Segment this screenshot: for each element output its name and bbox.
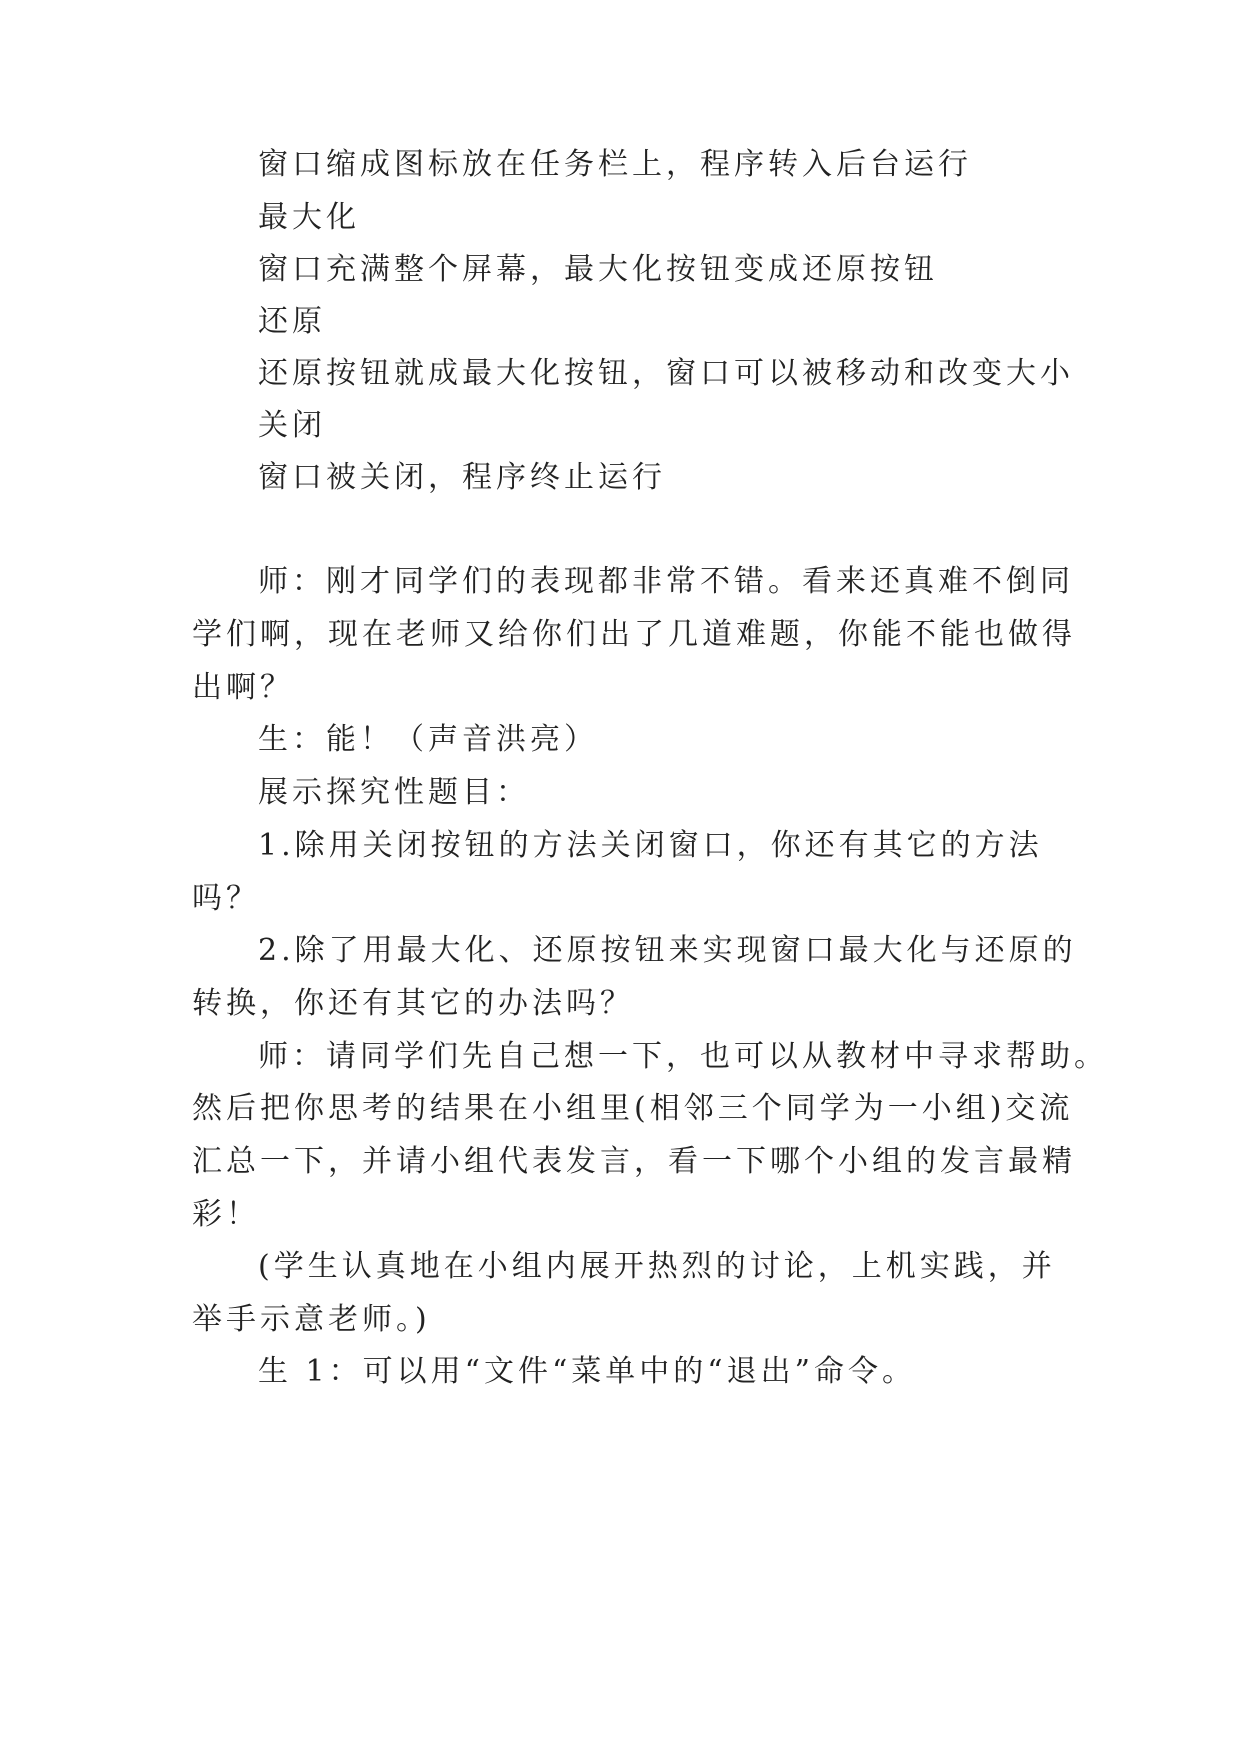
paragraph-line: 吗？: [192, 881, 260, 916]
table-line: 窗口充满整个屏幕，最大化按钮变成还原按钮: [258, 252, 938, 287]
paragraph-line: 学们啊，现在老师又给你们出了几道难题，你能不能也做得: [192, 617, 1076, 652]
table-line: 最大化: [258, 200, 360, 235]
paragraph-line: 出啊？: [192, 670, 294, 705]
paragraph-line: 转换，你还有其它的办法吗？: [192, 986, 634, 1021]
paragraph-line: 1.除用关闭按钮的方法关闭窗口，你还有其它的方法: [258, 828, 1043, 863]
table-line: 还原按钮就成最大化按钮，窗口可以被移动和改变大小: [258, 356, 1074, 391]
paragraph-line: 师：请同学们先自己想一下，也可以从教材中寻求帮助。: [258, 1039, 1108, 1074]
table-line: 窗口缩成图标放在任务栏上，程序转入后台运行: [258, 147, 972, 182]
paragraph-line: 举手示意老师。): [192, 1302, 431, 1337]
paragraph-line: (学生认真地在小组内展开热烈的讨论，上机实践，并: [258, 1249, 1056, 1284]
paragraph-line: 汇总一下，并请小组代表发言，看一下哪个小组的发言最精: [192, 1144, 1076, 1179]
paragraph-line: 然后把你思考的结果在小组里(相邻三个同学为一小组)交流: [192, 1091, 1074, 1126]
table-line: 关闭: [258, 408, 326, 443]
paragraph-line: 生 1：可以用“文件“菜单中的“退出”命令。: [258, 1354, 916, 1389]
paragraph-line: 彩！: [192, 1197, 260, 1232]
table-line: 窗口被关闭，程序终止运行: [258, 460, 666, 495]
paragraph-line: 生：能！（声音洪亮）: [258, 722, 598, 757]
table-line: 还原: [258, 304, 326, 339]
paragraph-line: 师：刚才同学们的表现都非常不错。看来还真难不倒同: [258, 564, 1074, 599]
paragraph-line: 2.除了用最大化、还原按钮来实现窗口最大化与还原的: [258, 933, 1077, 968]
paragraph-line: 展示探究性题目：: [258, 775, 530, 810]
